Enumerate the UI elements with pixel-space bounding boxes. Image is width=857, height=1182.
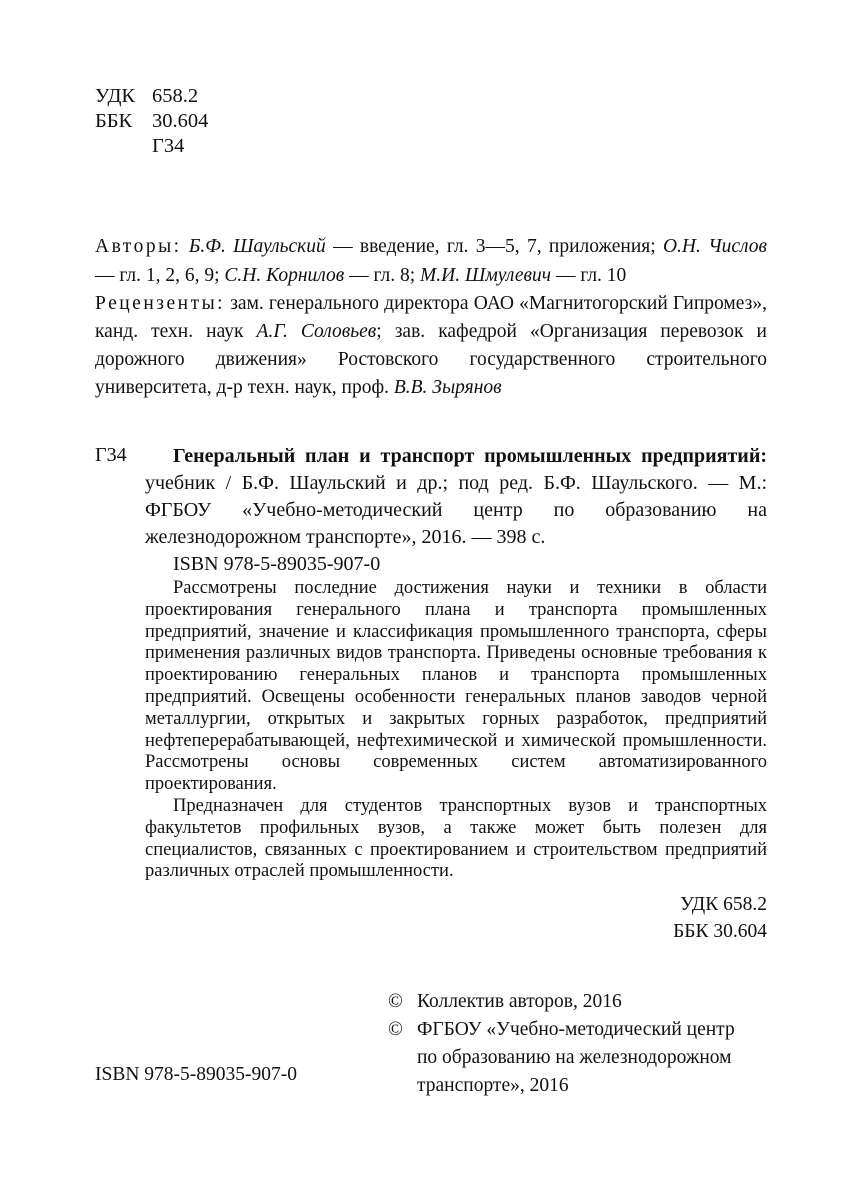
bbk-code-row xyxy=(95,109,208,134)
reviewers-paragraph: Рецензенты: зам. генерального директора ОАО «Магнитогорский Гипромез», канд. техн. наук А.Г. Соловьев; зав. кафедрой «Организация перевозок и дорожного движения» Ростовского государственного строительного университета, д-р техн. наук, проф. В.В. Зырянов xyxy=(95,293,767,398)
copyright-entry-authors xyxy=(388,988,749,1016)
catalog-entry-block xyxy=(145,443,767,945)
copyright-symbol: © xyxy=(388,991,403,1012)
isbn-bottom: ISBN 978-5-89035-907-0 xyxy=(95,1064,298,1085)
bbk-footer: ББК 30.604 xyxy=(673,921,767,943)
copyright-text: Коллектив авторов, 2016 xyxy=(417,991,622,1012)
annotation-paragraph-1: Рассмотрены последние достижения науки и техники в области проектирования генерального плана и транспорта промышленных предприятий, значение и классификация промышленного транспорта, сферы применения различных видов транспорта. Приведены основные требования к проектированию генеральных планов и транспорта промышленных предприятий. Освещены особенности генеральных планов заводов черной металлургии, открытых и закрытых горных разработок, предприятий нефтеперерабатывающей, нефтехимической и химической промышленности. Рассмотрены основы современных систем автоматизированного проектирования. xyxy=(145,578,767,795)
udk-code-row xyxy=(95,84,208,109)
bibliographic-description: Генеральный план и транспорт промышленных предприятий: учебник / Б.Ф. Шаульский и др.; под ред. Б.Ф. Шаульского. — М.: ФГБОУ «Учебно-методический центр по образованию на железнодорожном транспорте», 2016. — 398 с. xyxy=(145,445,767,548)
classification-codes xyxy=(95,84,208,159)
bbk-value: 30.604 xyxy=(152,110,209,132)
annotation-paragraph-2: Предназначен для студентов транспортных вузов и транспортных факультетов профильных вузов, а также может быть полезен для специалистов, связанных с проектированием и строительством предприятий различных отраслей промышленности. xyxy=(145,795,767,882)
copyright-symbol: © xyxy=(388,1019,403,1040)
bottom-classification-codes xyxy=(145,891,767,945)
udk-label: УДК xyxy=(95,85,136,107)
author-sign-row xyxy=(95,134,208,159)
copyright-entry-publisher xyxy=(388,1016,749,1100)
isbn-line: ISBN 978-5-89035-907-0 xyxy=(173,553,381,575)
copyright-block xyxy=(388,988,749,1100)
udk-value: 658.2 xyxy=(152,85,199,107)
authors-paragraph: Авторы: Б.Ф. Шаульский — введение, гл. 3—5, 7, приложения; О.Н. Числов — гл. 1, 2, 6, 9; С.Н. Корнилов — гл. 8; М.И. Шмулевич — гл. 10 xyxy=(95,236,767,286)
copyright-text: ФГБОУ «Учебно-методический центр по образованию на железнодорожном транспорте», 2016 xyxy=(417,1019,735,1096)
author-sign-label xyxy=(95,134,152,159)
udk-footer: УДК 658.2 xyxy=(680,894,767,916)
catalog-entry-code: Г34 xyxy=(95,444,127,466)
bbk-label: ББК xyxy=(95,110,133,132)
author-sign-value: Г34 xyxy=(152,135,185,157)
